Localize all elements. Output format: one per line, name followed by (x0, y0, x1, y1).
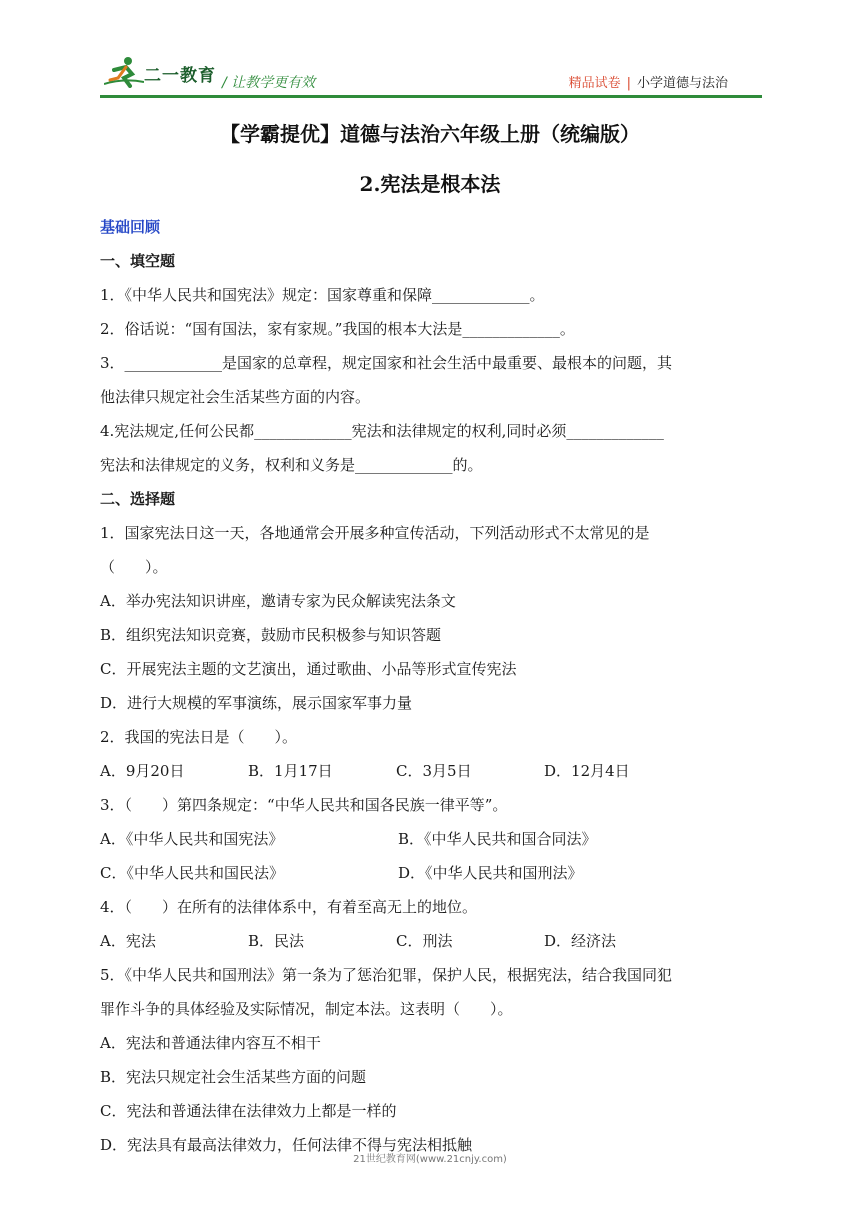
q2-stem: 2．我国的宪法日是（ ）。 (100, 728, 298, 746)
fill-line: 1．《中华人民共和国宪法》规定：国家尊重和保障_____________。 (100, 286, 545, 304)
q3-option-b: B．《中华人民共和国合同法》 (398, 830, 597, 848)
fill-line: 4.宪法规定,任何公民都_____________宪法和法律规定的权利,同时必须_____________ (100, 422, 664, 440)
q2-option: A．9月20日 (100, 762, 185, 780)
q4-option: C．刑法 (396, 932, 453, 950)
page-footer: 21世纪教育网(www.21cnjy.com) (353, 1154, 507, 1165)
header-tags (569, 72, 728, 91)
section-basic: 基础回顾 (100, 218, 161, 236)
q3-stem: 3．（ ）第四条规定：“中华人民共和国各民族一律平等”。 (100, 796, 508, 814)
q4-option: B．民法 (248, 932, 305, 950)
q5-stem: 5．《中华人民共和国刑法》第一条为了惩治犯罪，保护人民，根据宪法，结合我国同犯 (100, 966, 673, 984)
doc-subtitle: 2.宪法是根本法 (359, 172, 501, 196)
doc-body (100, 210, 762, 1162)
q2-option: B．1月17日 (248, 762, 333, 780)
q3-options-ab (100, 822, 762, 856)
fill-line: 宪法和法律规定的义务，权利和义务是_____________的。 (100, 456, 483, 474)
header-slogan: / 让教学更有效 (222, 75, 316, 91)
fill-line: 他法律只规定社会生活某些方面的内容。 (100, 388, 371, 406)
q2-option: D．12月4日 (544, 762, 630, 780)
q3-option-a: A．《中华人民共和国宪法》 (100, 830, 284, 848)
q3-options-cd (100, 856, 762, 890)
q3-option-c: C．《中华人民共和国民法》 (100, 864, 284, 882)
tag-subject: 小学道德与法治 (636, 76, 728, 91)
q4-options (100, 924, 762, 958)
part-choice-heading: 二、选择题 (100, 490, 176, 508)
q2-options (100, 754, 762, 788)
q1-stem: 1．国家宪法日这一天，各地通常会开展多种宣传活动，下列活动形式不太常见的是 (100, 524, 650, 542)
q3-option-d: D．《中华人民共和国刑法》 (398, 864, 583, 882)
q4-option: D．经济法 (544, 932, 617, 950)
fill-line: 2．俗话说：“国有国法，家有家规。”我国的根本大法是_____________。 (100, 320, 575, 338)
q5-option-c: C．宪法和普通法律在法律效力上都是一样的 (100, 1102, 397, 1120)
q1-option-b: B．组织宪法知识竞赛，鼓励市民积极参与知识答题 (100, 626, 442, 644)
logo (104, 56, 224, 92)
q1-option-d: D．进行大规模的军事演练，展示国家军事力量 (100, 694, 413, 712)
q1-option-c: C．开展宪法主题的文艺演出，通过歌曲、小品等形式宣传宪法 (100, 660, 517, 678)
q5-option-a: A．宪法和普通法律内容互不相干 (100, 1034, 321, 1052)
q5-option-d: D．宪法具有最高法律效力，任何法律不得与宪法相抵触 (100, 1136, 473, 1154)
q1-option-a: A．举办宪法知识讲座，邀请专家为民众解读宪法条文 (100, 592, 456, 610)
q1-stem-cont: （ ）。 (100, 558, 168, 576)
q4-option: A．宪法 (100, 932, 156, 950)
page-header (0, 0, 860, 100)
q2-option: C．3月5日 (396, 762, 472, 780)
part-fill-heading: 一、填空题 (100, 252, 176, 270)
logo-text: 二一教育 (144, 66, 216, 86)
q5-option-b: B．宪法只规定社会生活某些方面的问题 (100, 1068, 367, 1086)
runner-logo-icon (104, 56, 144, 88)
tag-separator: | (626, 76, 631, 91)
q4-stem: 4．（ ）在所有的法律体系中，有着至高无上的地位。 (100, 898, 478, 916)
tag-premium: 精品试卷 (568, 76, 621, 91)
header-rule (100, 95, 762, 98)
doc-title: 【学霸提优】道德与法治六年级上册（统编版） (220, 122, 640, 146)
q5-stem-cont: 罪作斗争的具体经验及实际情况，制定本法。这表明（ ）。 (100, 1000, 513, 1018)
fill-line: 3．_____________是国家的总章程，规定国家和社会生活中最重要、最根本的问题，其 (100, 354, 673, 372)
